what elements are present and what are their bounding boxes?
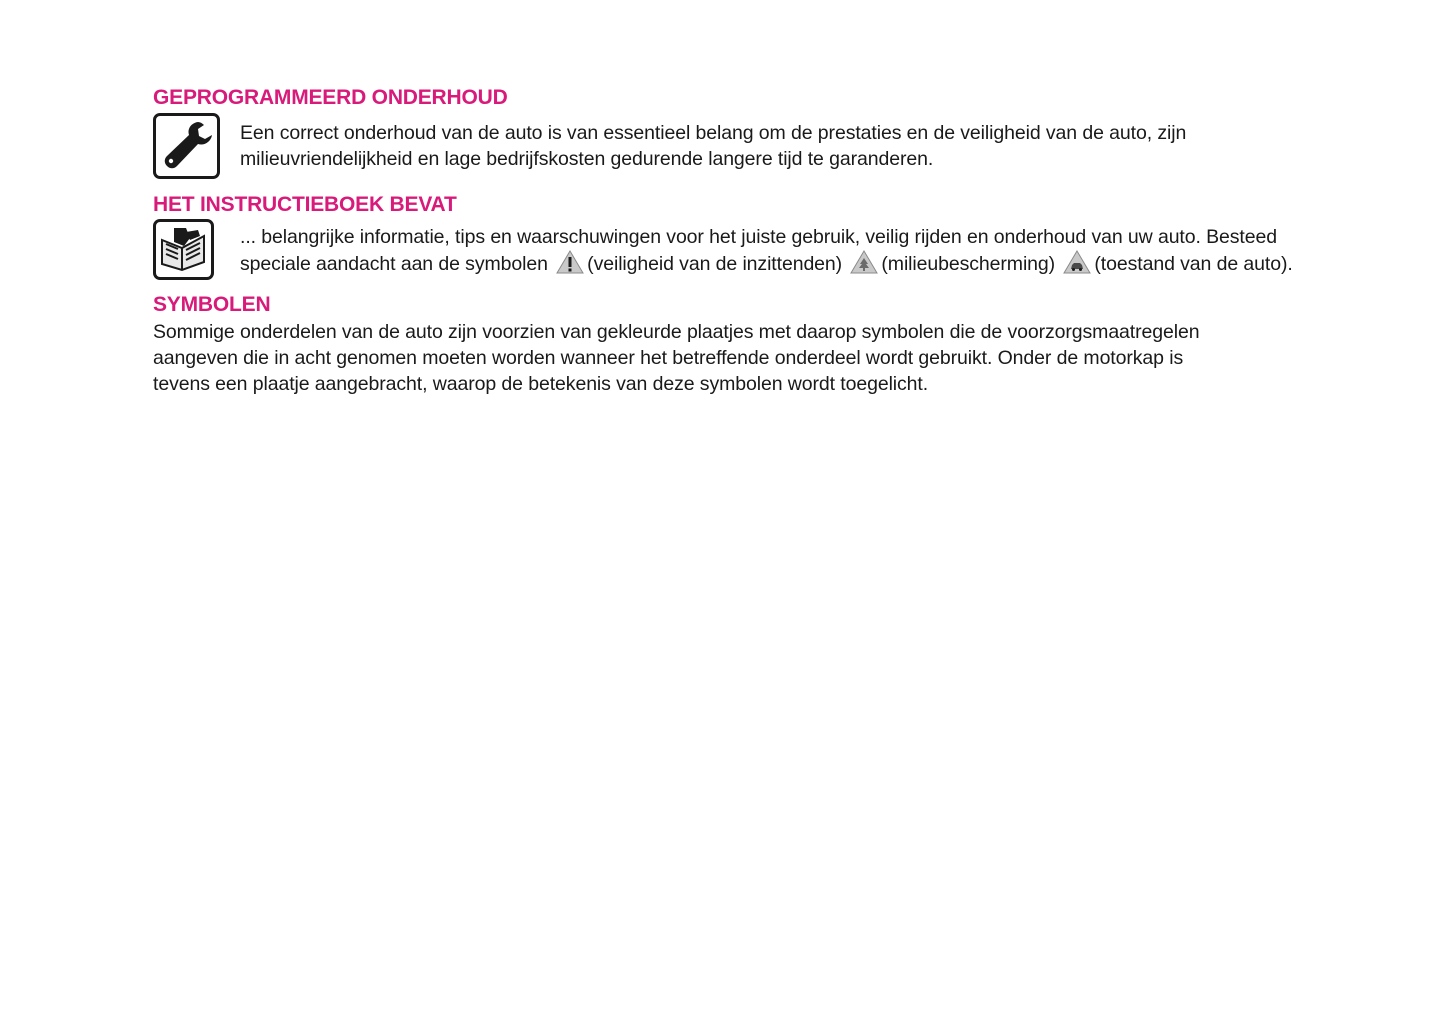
symbols-line-3: tevens een plaatje aangebracht, waarop de betekenis van deze symbolen wordt toegelicht. xyxy=(153,373,929,395)
maintenance-paragraph xyxy=(240,120,1186,172)
car-triangle-icon xyxy=(1063,250,1091,281)
manual-line-1: ... belangrijke informatie, tips en waarschuwingen voor het juiste gebruik, veilig rijden en onderhoud van uw auto. Besteed xyxy=(240,226,1277,248)
warning-triangle-icon xyxy=(556,250,584,281)
symbols-line-2: aangeven die in acht genomen moeten worden wanneer het betreffende onderdeel wordt gebruikt. Onder de motorkap is xyxy=(153,347,1184,369)
section-title-manual: HET INSTRUCTIEBOEK BEVAT xyxy=(153,193,457,216)
manual-line-2-intro: speciale aandacht aan de symbolen xyxy=(240,253,548,275)
symbol-label-car: (toestand van de auto). xyxy=(1094,253,1293,275)
book-icon xyxy=(153,219,214,280)
symbol-label-environment: (milieubescherming) xyxy=(881,253,1056,275)
manual-paragraph xyxy=(240,224,1293,281)
section-title-maintenance: GEPROGRAMMEERD ONDERHOUD xyxy=(153,86,508,109)
section-title-symbols: SYMBOLEN xyxy=(153,293,271,316)
maintenance-line-2: milieuvriendelijkheid en lage bedrijfskosten gedurende langere tijd te garanderen. xyxy=(240,148,934,170)
symbols-line-1: Sommige onderdelen van de auto zijn voorzien van gekleurde plaatjes met daarop symbolen die de voorzorgsmaatregelen xyxy=(153,321,1200,343)
maintenance-line-1: Een correct onderhoud van de auto is van essentieel belang om de prestaties en de veiligheid van de auto, zijn xyxy=(240,122,1187,144)
symbols-paragraph xyxy=(153,319,1199,397)
symbol-label-safety: (veiligheid van de inzittenden) xyxy=(587,253,843,275)
wrench-icon xyxy=(153,113,220,179)
tree-triangle-icon xyxy=(850,250,878,281)
manual-line-2 xyxy=(240,250,1293,281)
